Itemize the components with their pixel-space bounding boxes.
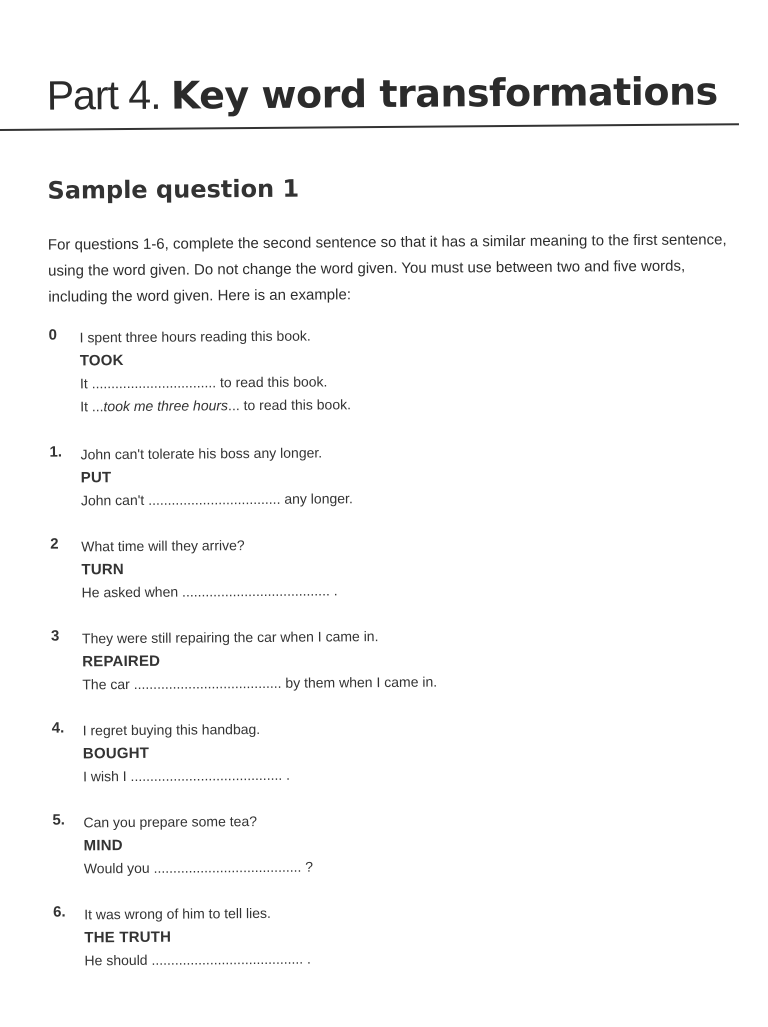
item-keyword: BOUGHT bbox=[82, 744, 150, 763]
item-answer bbox=[80, 390, 720, 418]
item-gap: Would you ...................................... ? bbox=[83, 858, 314, 877]
item-gap: John can't .................................. any longer. bbox=[80, 490, 353, 509]
answer-prefix: It ... bbox=[80, 398, 104, 415]
item-keyword: TOOK bbox=[79, 352, 124, 370]
item-number: 4. bbox=[51, 719, 65, 737]
item-number: 5. bbox=[52, 811, 65, 829]
answer-suffix: ... to read this book. bbox=[227, 396, 352, 414]
item-gap: I wish I ....................................... . bbox=[83, 766, 291, 785]
item-number: 6. bbox=[53, 903, 66, 921]
item-keyword: REPAIRED bbox=[82, 652, 161, 671]
item-keyword: TURN bbox=[81, 561, 124, 579]
instructions: For questions 1-6, complete the second sentence so that it has a similar meaning to the first sentence, using the word given. Do not change the word given. You must use between two and five words, including the word given. Here is an example: bbox=[47, 231, 727, 306]
item-sentence: I spent three hours reading this book. bbox=[79, 327, 311, 346]
item-number: 3 bbox=[50, 627, 60, 645]
answer-italic: took me three hours bbox=[103, 397, 229, 415]
item-sentence: It was wrong of him to tell lies. bbox=[84, 904, 271, 923]
item-number: 1. bbox=[49, 443, 63, 461]
item-gap: It ................................ to read this book. bbox=[79, 373, 328, 392]
item-keyword: MIND bbox=[83, 837, 123, 855]
item-keyword: THE TRUTH bbox=[84, 928, 172, 947]
item-sentence: Can you prepare some tea? bbox=[83, 813, 258, 831]
item-sentence: They were still repairing the car when I came in. bbox=[81, 628, 379, 647]
item-sentence: I regret buying this handbag. bbox=[82, 720, 261, 739]
section-title: Sample question 1 bbox=[47, 174, 300, 205]
item-gap: He should ....................................... . bbox=[84, 950, 311, 969]
title-divider bbox=[0, 123, 739, 131]
item-gap: He asked when ...................................... . bbox=[81, 582, 338, 601]
item-number: 2 bbox=[50, 535, 59, 553]
part-label: Part 4. bbox=[46, 71, 161, 119]
item-sentence: John can't tolerate his boss any longer. bbox=[80, 444, 323, 463]
item-number: 0 bbox=[48, 326, 58, 344]
part-title: Key word transformations bbox=[170, 69, 718, 118]
item-sentence: What time will they arrive? bbox=[81, 537, 245, 555]
item-gap: The car ...................................... by them when I came in. bbox=[82, 673, 438, 693]
page-title bbox=[47, 67, 718, 119]
item-keyword: PUT bbox=[80, 469, 112, 487]
